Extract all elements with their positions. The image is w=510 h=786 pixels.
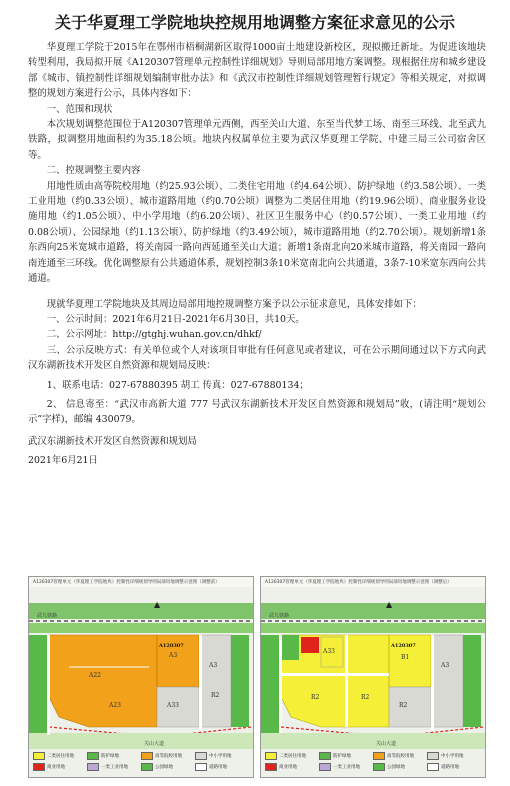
- legend-label: 中小学用地: [441, 754, 464, 759]
- legend-swatch: [87, 763, 99, 771]
- legend-item: [87, 752, 119, 760]
- notice-url[interactable]: 二、公示网址：http://gtghj.wuhan.gov.cn/dhkf/: [46, 329, 262, 341]
- legend-swatch: [141, 752, 153, 760]
- legend-item: [373, 752, 414, 760]
- feedback-method: 三、公示反映方式：有关单位或个人对该项目审批有任何意见或者建议，可在公示期间通过以下方式向武汉东湖新技术开发区自然资源和规划局反映：: [28, 344, 486, 372]
- legend-item: [33, 752, 74, 760]
- intro-paragraph: 华夏理工学院于2015年在鄂州市梧桐湖新区取得1000亩土地建设新校区，现拟搬迁新址。为促进该地块转型利用，我局拟开展《A120307管理单元控制性详细规划》导则局部用地方案调整。现根据住房和城乡建设部《城市、镇控制性详细规划编制审批办法》和《武汉市控制性详细规划管理暂行规定》等相关规定，对拟调整的规划方案进行公示，具体内容如下：: [28, 42, 486, 100]
- legend-label: 高等院校用地: [155, 754, 182, 759]
- label-after-3: R2: [361, 694, 370, 701]
- label-before-1: A22: [89, 672, 101, 679]
- legend-swatch: [319, 763, 331, 771]
- unit-code-before: A120307: [159, 643, 184, 649]
- notice-period: 一、公示时间：2021年6月21日-2021年6月30日，共10天。: [46, 313, 305, 325]
- contact-phone: 1、联系电话：027-67880395 胡工 传真：027-67880134；: [46, 379, 309, 391]
- legend-item: [33, 763, 65, 771]
- legend-swatch: [141, 763, 153, 771]
- label-after-5: A3: [441, 662, 450, 669]
- label-after-2: R2: [311, 694, 320, 701]
- legend-swatch: [373, 752, 385, 760]
- section1-heading: 一、范围和现状: [46, 103, 113, 115]
- legend-swatch: [33, 752, 45, 760]
- legend-swatch: [265, 752, 277, 760]
- section2-heading: 二、控规调整主要内容: [46, 165, 141, 177]
- solicit-paragraph: 现就华夏理工学院地块及其周边局部用地控规调整方案予以公示征求意见，具体安排如下：: [46, 298, 422, 310]
- svg-text:▲: ▲: [386, 600, 393, 609]
- road-label-after: 关山大道: [376, 741, 397, 747]
- legend-item: [265, 752, 306, 760]
- legend-label: 商业用地: [47, 765, 65, 770]
- map-after: [260, 576, 486, 778]
- legend-swatch: [319, 752, 331, 760]
- legend-label: 公园绿地: [387, 765, 405, 770]
- label-after-6: R2: [399, 702, 408, 709]
- legend-swatch: [265, 763, 277, 771]
- legend-item: [319, 763, 360, 771]
- section2-text: 用地性质由高等院校用地（约25.93公顷）、二类住宅用地（约4.64公顷）、防护绿地（约3.58公顷）、一类工业用地（约0.33公顷）、城市道路用地（约0.70公顷）调整为二类居住用地（约19.96公顷）、商业服务业设施用地（约1.05公顷）、中小学用地（约6.20公顷）、社区卫生服务中心（约0.57公顷）、一类工业用地（约0.08公顷）、公园绿地（约1.13公顷）、防护绿地（约3.49公顷），城市道路用地（约2.70公顷）。规划新增1条东西向25米宽城市道路，将关南园一路向西延通至关山大道；新增1条南北向20米城市道路，将关南园一路向南连通至三环线。优化调整原有公共通道体系，规划控制3条10米宽南北向公共通道，3条7-10米宽东西向公共通道。: [28, 180, 486, 285]
- legend-label: 一类工业用地: [101, 765, 128, 770]
- map-before-legend: [33, 752, 249, 774]
- planning-maps: [28, 576, 484, 776]
- document-body: [28, 40, 486, 469]
- label-before-2: A23: [109, 702, 121, 709]
- issue-date: 2021年6月21日: [28, 455, 98, 467]
- map-after-caption: A120307管理单元（华夏理工学院地块）控制性详细规划导则局部用地调整示意图（调整后）: [265, 580, 452, 585]
- legend-item: [265, 763, 297, 771]
- label-before-3: A3: [169, 652, 178, 659]
- label-after-4: B1: [401, 654, 410, 661]
- legend-swatch: [373, 763, 385, 771]
- legend-label: 二类居住用地: [47, 754, 74, 759]
- page-title: 关于华夏理工学院地块控规用地调整方案征求意见的公示: [54, 13, 455, 32]
- issuer: 武汉东湖新技术开发区自然资源和规划局: [28, 435, 197, 447]
- legend-item: [195, 752, 232, 760]
- railway-label-after: 武九铁路: [269, 613, 290, 619]
- legend-item: [319, 752, 351, 760]
- map-after-legend: [265, 752, 481, 774]
- svg-text:▲: ▲: [154, 600, 161, 609]
- legend-item: [427, 763, 459, 771]
- unit-code-after: A120307: [391, 643, 416, 649]
- legend-label: 道路用地: [441, 765, 459, 770]
- legend-item: [373, 763, 405, 771]
- legend-label: 一类工业用地: [333, 765, 360, 770]
- legend-item: [141, 752, 182, 760]
- legend-label: 二类居住用地: [279, 754, 306, 759]
- legend-label: 公园绿地: [155, 765, 173, 770]
- road-label-before: 关山大道: [144, 741, 165, 747]
- legend-item: [427, 752, 464, 760]
- railway-label: 武九铁路: [37, 613, 58, 619]
- legend-label: 商业用地: [279, 765, 297, 770]
- label-before-5: A33: [167, 702, 179, 709]
- section1-text: 本次规划调整范围位于A120307管理单元西侧，西至关山大道、东至当代梦工场、南至三环线、北至武九铁路，拟调整用地面积约为35.18公顷。地块内权属单位主要为武汉华夏理工学院、中建三局三公司宿舍区等。: [28, 119, 486, 161]
- legend-item: [195, 763, 227, 771]
- map-before-drawing: [29, 577, 253, 777]
- label-before-6: R2: [211, 692, 220, 699]
- legend-item: [87, 763, 128, 771]
- contact-mail: 2、 信息寄至：“武汉市高新大道 777 号武汉东湖新技术开发区自然资源和规划局”收，(请注明“规划公示”字样)，邮编 430079。: [28, 398, 486, 426]
- legend-swatch: [33, 763, 45, 771]
- legend-label: 高等院校用地: [387, 754, 414, 759]
- legend-swatch: [427, 763, 439, 771]
- legend-item: [141, 763, 173, 771]
- legend-label: 防护绿地: [333, 754, 351, 759]
- legend-swatch: [87, 752, 99, 760]
- legend-swatch: [195, 752, 207, 760]
- legend-label: 防护绿地: [101, 754, 119, 759]
- map-before: [28, 576, 254, 778]
- legend-swatch: [195, 763, 207, 771]
- legend-label: 中小学用地: [209, 754, 232, 759]
- label-before-4: A3: [209, 662, 218, 669]
- legend-swatch: [427, 752, 439, 760]
- map-before-caption: A120307管理单元（华夏理工学院地块）控制性详细规划导则局部用地调整示意图（调整前）: [33, 580, 220, 585]
- map-after-drawing: [261, 577, 485, 777]
- label-after-1: A33: [323, 648, 335, 655]
- legend-label: 道路用地: [209, 765, 227, 770]
